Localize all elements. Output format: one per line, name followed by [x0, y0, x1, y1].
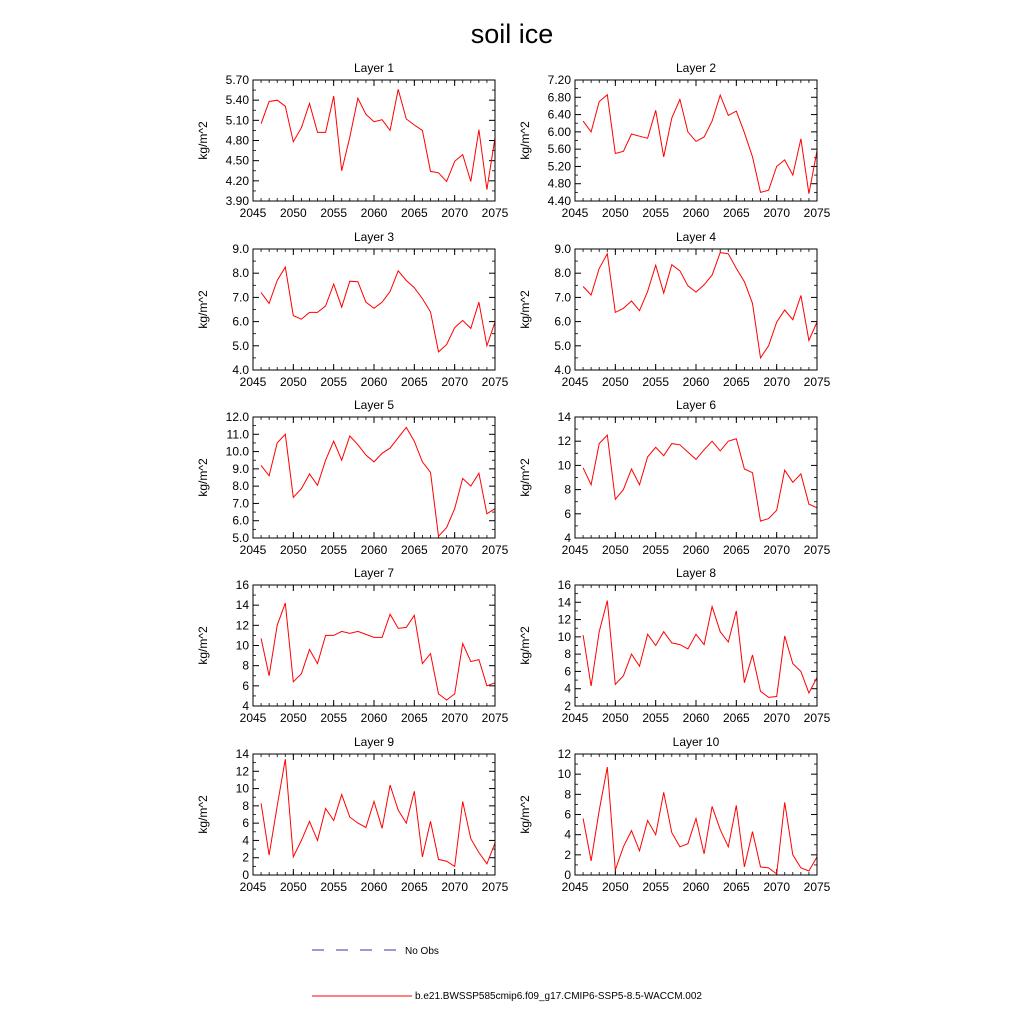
- series-line: [261, 759, 495, 866]
- y-tick-label: 6.0: [554, 314, 571, 329]
- x-tick-label: 2050: [279, 375, 307, 389]
- x-tick-label: 2045: [239, 711, 267, 725]
- panel-2: [518, 61, 831, 220]
- y-tick-label: 4: [564, 827, 571, 842]
- y-tick-label: 10: [557, 458, 571, 473]
- x-tick-label: 2075: [803, 206, 831, 220]
- y-tick-label: 9.0: [232, 242, 249, 256]
- x-tick-label: 2065: [400, 375, 428, 389]
- panel-title: Layer 4: [675, 230, 717, 244]
- series-line: [261, 267, 495, 352]
- x-tick-label: 2060: [360, 375, 388, 389]
- x-tick-label: 2065: [722, 375, 750, 389]
- panels: [196, 61, 831, 894]
- y-tick-label: 0: [242, 868, 249, 882]
- y-tick-label: 8: [564, 482, 571, 497]
- panel-1: [196, 61, 509, 220]
- panel-10: [518, 735, 831, 894]
- x-tick-label: 2060: [360, 711, 388, 725]
- y-tick-label: 4: [242, 699, 249, 713]
- y-tick-label: 12: [235, 618, 249, 633]
- y-tick-label: 11.0: [226, 427, 249, 442]
- y-tick-label: 4: [242, 833, 249, 848]
- x-tick-label: 2070: [763, 880, 791, 894]
- figure-title: soil ice: [470, 19, 554, 49]
- series-line: [261, 427, 495, 536]
- y-tick-label: 6: [564, 506, 571, 521]
- y-tick-label: 14: [235, 598, 249, 613]
- y-tick-label: 5.0: [554, 338, 571, 353]
- x-tick-label: 2070: [763, 206, 791, 220]
- y-tick-label: 14: [557, 410, 571, 424]
- x-tick-label: 2060: [682, 880, 710, 894]
- y-tick-label: 12: [557, 434, 571, 449]
- x-tick-label: 2075: [803, 711, 831, 725]
- y-axis-label: kg/m^2: [518, 626, 532, 665]
- x-tick-label: 2045: [561, 543, 589, 557]
- plot-frame: [575, 80, 817, 201]
- y-tick-label: 2: [564, 847, 571, 862]
- x-tick-label: 2070: [441, 375, 469, 389]
- x-tick-label: 2065: [400, 206, 428, 220]
- legend-obs-label: No Obs: [405, 946, 439, 957]
- y-tick-label: 4: [564, 531, 571, 545]
- y-tick-label: 12.0: [225, 410, 249, 424]
- panel-title: Layer 10: [672, 735, 720, 749]
- y-tick-label: 12: [235, 764, 249, 779]
- y-tick-label: 4.0: [232, 363, 249, 377]
- x-tick-label: 2075: [803, 880, 831, 894]
- panel-6: [518, 398, 831, 557]
- x-tick-label: 2065: [722, 543, 750, 557]
- y-axis-label: kg/m^2: [196, 626, 210, 665]
- y-axis-label: kg/m^2: [518, 290, 532, 329]
- x-tick-label: 2055: [320, 543, 348, 557]
- x-tick-label: 2050: [601, 206, 629, 220]
- panel-7: [196, 566, 509, 725]
- y-tick-label: 5.10: [225, 113, 249, 128]
- y-tick-label: 6: [242, 678, 249, 693]
- y-tick-label: 9.0: [232, 461, 249, 476]
- x-tick-label: 2070: [441, 206, 469, 220]
- y-tick-label: 2: [242, 850, 249, 865]
- panel-title: Layer 5: [353, 398, 395, 412]
- y-tick-label: 5.0: [232, 531, 249, 545]
- y-tick-label: 6.00: [547, 124, 571, 139]
- y-axis-label: kg/m^2: [196, 795, 210, 834]
- x-tick-label: 2045: [561, 375, 589, 389]
- plot-frame: [253, 80, 495, 201]
- y-tick-label: 8: [242, 658, 249, 673]
- series-line: [583, 95, 817, 194]
- x-tick-label: 2065: [722, 711, 750, 725]
- x-tick-label: 2070: [441, 880, 469, 894]
- x-tick-label: 2070: [441, 711, 469, 725]
- x-tick-label: 2075: [481, 711, 509, 725]
- x-tick-label: 2055: [642, 206, 670, 220]
- y-axis-label: kg/m^2: [518, 458, 532, 497]
- x-tick-label: 2055: [320, 711, 348, 725]
- y-tick-label: 0: [564, 868, 571, 882]
- y-tick-label: 8.0: [232, 479, 249, 494]
- x-tick-label: 2075: [481, 206, 509, 220]
- panel-title: Layer 7: [353, 566, 395, 580]
- y-tick-label: 10: [557, 767, 571, 782]
- panel-9: [196, 735, 509, 894]
- x-tick-label: 2065: [400, 880, 428, 894]
- x-tick-label: 2055: [642, 543, 670, 557]
- y-tick-label: 4.80: [547, 176, 571, 191]
- y-tick-label: 7.0: [232, 496, 249, 511]
- y-tick-label: 2: [564, 699, 571, 713]
- panel-8: [518, 566, 831, 725]
- y-tick-label: 4: [564, 681, 571, 696]
- y-axis-label: kg/m^2: [518, 795, 532, 834]
- y-tick-label: 7.20: [547, 73, 571, 87]
- panel-4: [518, 230, 831, 389]
- x-tick-label: 2045: [239, 880, 267, 894]
- x-tick-label: 2050: [279, 206, 307, 220]
- panel-title: Layer 2: [675, 61, 717, 75]
- legend: [312, 946, 702, 1002]
- y-tick-label: 5.0: [232, 338, 249, 353]
- x-tick-label: 2055: [320, 206, 348, 220]
- y-tick-label: 6.0: [232, 513, 249, 528]
- y-tick-label: 5.60: [547, 142, 571, 157]
- y-tick-label: 8: [564, 787, 571, 802]
- series-line: [583, 435, 817, 521]
- y-tick-label: 4.40: [547, 194, 571, 208]
- x-tick-label: 2075: [481, 880, 509, 894]
- y-tick-label: 5.70: [225, 73, 249, 87]
- x-tick-label: 2065: [722, 206, 750, 220]
- x-tick-label: 2065: [722, 880, 750, 894]
- panel-5: [196, 398, 509, 557]
- y-tick-label: 6.40: [547, 107, 571, 122]
- x-tick-label: 2055: [642, 375, 670, 389]
- y-tick-label: 6: [564, 807, 571, 822]
- y-tick-label: 8: [242, 798, 249, 813]
- y-axis-label: kg/m^2: [518, 121, 532, 160]
- series-line: [583, 767, 817, 874]
- y-tick-label: 10: [235, 781, 249, 796]
- series-line: [583, 601, 817, 698]
- y-axis-label: kg/m^2: [196, 458, 210, 497]
- x-tick-label: 2050: [279, 543, 307, 557]
- x-tick-label: 2060: [360, 543, 388, 557]
- x-tick-label: 2060: [682, 711, 710, 725]
- y-axis-label: kg/m^2: [196, 121, 210, 160]
- x-tick-label: 2045: [239, 206, 267, 220]
- x-tick-label: 2050: [601, 375, 629, 389]
- legend-model-label: b.e21.BWSSP585cmip6.f09_g17.CMIP6-SSP5-8.5-WACCM.002: [415, 991, 702, 1002]
- y-tick-label: 5.40: [225, 93, 249, 108]
- x-tick-label: 2055: [642, 711, 670, 725]
- panel-title: Layer 3: [353, 230, 395, 244]
- x-tick-label: 2070: [763, 543, 791, 557]
- x-tick-label: 2060: [360, 206, 388, 220]
- x-tick-label: 2045: [561, 880, 589, 894]
- plot-frame: [253, 249, 495, 370]
- x-tick-label: 2060: [360, 880, 388, 894]
- x-tick-label: 2075: [803, 375, 831, 389]
- x-tick-label: 2060: [682, 543, 710, 557]
- y-tick-label: 8.0: [232, 266, 249, 281]
- y-tick-label: 8: [564, 647, 571, 662]
- plot-frame: [575, 417, 817, 538]
- y-tick-label: 14: [557, 595, 571, 610]
- x-tick-label: 2060: [682, 206, 710, 220]
- plot-frame: [253, 417, 495, 538]
- series-line: [261, 603, 495, 700]
- y-tick-label: 12: [557, 747, 571, 761]
- x-tick-label: 2055: [320, 375, 348, 389]
- series-line: [583, 253, 817, 358]
- y-tick-label: 7.0: [554, 290, 571, 305]
- x-tick-label: 2055: [642, 880, 670, 894]
- y-tick-label: 7.0: [232, 290, 249, 305]
- x-tick-label: 2070: [441, 543, 469, 557]
- x-tick-label: 2050: [279, 711, 307, 725]
- y-tick-label: 14: [235, 747, 249, 761]
- y-tick-label: 10: [235, 638, 249, 653]
- y-axis-label: kg/m^2: [196, 290, 210, 329]
- x-tick-label: 2045: [561, 206, 589, 220]
- y-tick-label: 4.20: [225, 173, 249, 188]
- x-tick-label: 2075: [481, 375, 509, 389]
- y-tick-label: 16: [235, 578, 249, 592]
- x-tick-label: 2065: [400, 711, 428, 725]
- x-tick-label: 2075: [803, 543, 831, 557]
- y-tick-label: 4.0: [554, 363, 571, 377]
- x-tick-label: 2045: [239, 375, 267, 389]
- y-tick-label: 12: [557, 612, 571, 627]
- y-tick-label: 6: [564, 664, 571, 679]
- y-tick-label: 4.80: [225, 133, 249, 148]
- plot-frame: [575, 249, 817, 370]
- x-tick-label: 2050: [601, 880, 629, 894]
- y-tick-label: 6.0: [232, 314, 249, 329]
- y-tick-label: 6: [242, 816, 249, 831]
- y-tick-label: 5.20: [547, 159, 571, 174]
- panel-title: Layer 8: [675, 566, 717, 580]
- x-tick-label: 2075: [481, 543, 509, 557]
- panel-3: [196, 230, 509, 389]
- x-tick-label: 2050: [601, 711, 629, 725]
- x-tick-label: 2065: [400, 543, 428, 557]
- x-tick-label: 2050: [279, 880, 307, 894]
- x-tick-label: 2050: [601, 543, 629, 557]
- y-tick-label: 10: [557, 629, 571, 644]
- y-tick-label: 8.0: [554, 266, 571, 281]
- x-tick-label: 2070: [763, 711, 791, 725]
- x-tick-label: 2045: [239, 543, 267, 557]
- panel-title: Layer 6: [675, 398, 717, 412]
- x-tick-label: 2055: [320, 880, 348, 894]
- y-tick-label: 16: [557, 578, 571, 592]
- series-line: [261, 89, 495, 189]
- y-tick-label: 4.50: [225, 153, 249, 168]
- panel-title: Layer 1: [353, 61, 395, 75]
- x-tick-label: 2045: [561, 711, 589, 725]
- panel-title: Layer 9: [353, 735, 395, 749]
- plot-frame: [253, 754, 495, 875]
- y-tick-label: 10.0: [225, 444, 249, 459]
- x-tick-label: 2070: [763, 375, 791, 389]
- x-tick-label: 2060: [682, 375, 710, 389]
- y-tick-label: 6.80: [547, 90, 571, 105]
- y-tick-label: 3.90: [225, 194, 249, 208]
- y-tick-label: 9.0: [554, 242, 571, 256]
